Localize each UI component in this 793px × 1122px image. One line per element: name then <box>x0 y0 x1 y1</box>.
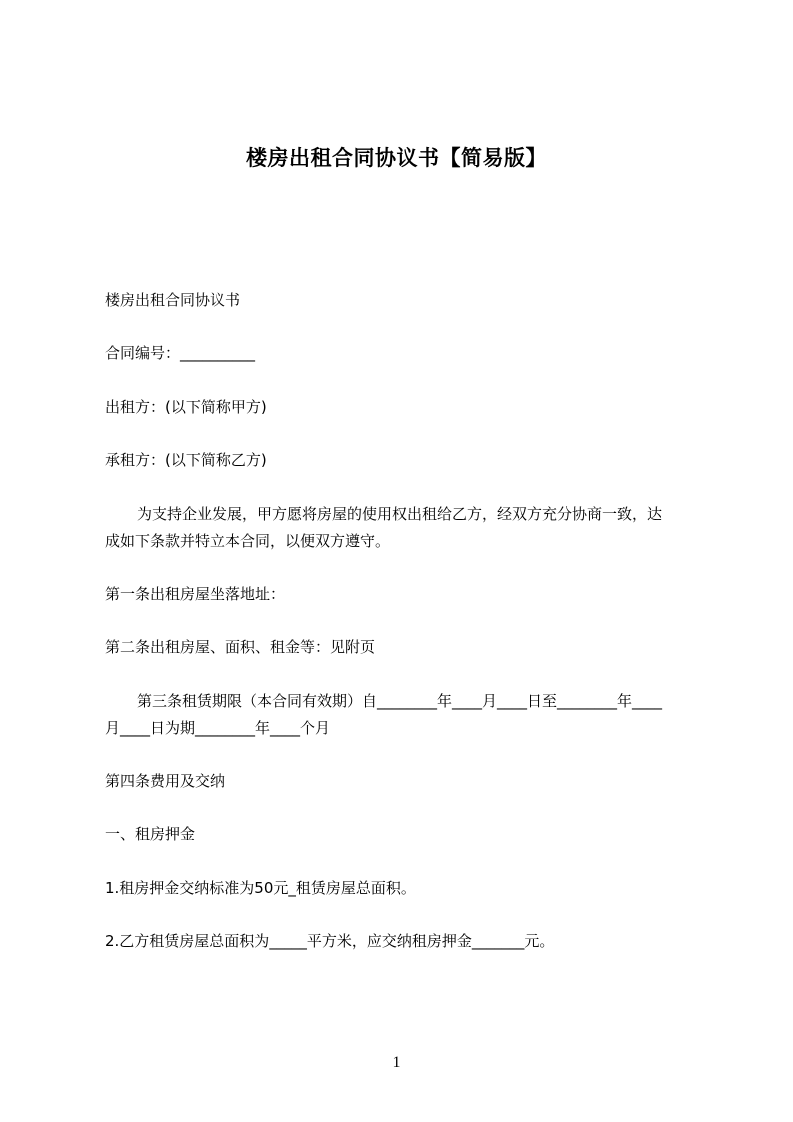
paragraph-preamble-line-1: 为支持企业发展，甲方愿将房屋的使用权出租给乙方，经双方充分协商一致，达 <box>137 505 663 523</box>
paragraph-article-1: 第一条出租房屋坐落地址： <box>105 585 286 603</box>
paragraph-article-3 <box>105 688 705 742</box>
paragraph-lessor: 出租方：(以下简称甲方) <box>105 398 267 416</box>
paragraph-preamble-line-2: 成如下条款并特立本合同，以便双方遵守。 <box>105 532 391 550</box>
page-number: 1 <box>392 1054 401 1071</box>
paragraph-article-3-line-2: 月____日为期________年____个月 <box>105 719 331 737</box>
paragraph-heading: 楼房出租合同协议书 <box>105 291 241 309</box>
paragraph-lessee: 承租方：(以下简称乙方) <box>105 451 267 469</box>
paragraph-deposit-item-2: 2.乙方租赁房屋总面积为_____平方米，应交纳租房押金_______元。 <box>105 932 555 950</box>
document-title: 楼房出租合同协议书【简易版】 <box>246 146 547 170</box>
paragraph-deposit-heading: 一、租房押金 <box>105 825 196 843</box>
paragraph-contract-number: 合同编号：__________ <box>105 344 256 362</box>
paragraph-preamble <box>105 501 705 555</box>
paragraph-article-3-line-1: 第三条租赁期限（本合同有效期）自________年____月____日至________年____ <box>137 692 663 710</box>
paragraph-article-4: 第四条费用及交纳 <box>105 772 226 790</box>
paragraph-deposit-item-1: 1.租房押金交纳标准为50元_租赁房屋总面积。 <box>105 879 416 897</box>
paragraph-article-2: 第二条出租房屋、面积、租金等：见附页 <box>105 638 376 656</box>
